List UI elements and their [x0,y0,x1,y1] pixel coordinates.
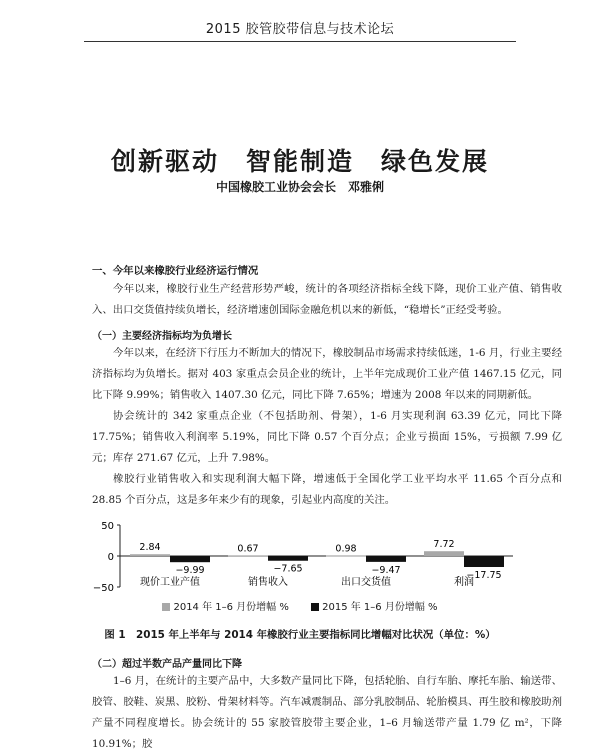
bar [464,556,504,567]
data-label: 0.67 [237,543,259,555]
article-title: 创新驱动 智能制造 绿色发展 [110,147,489,176]
paragraph-2: 今年以来，在经济下行压力不断加大的情况下，橡胶制品市场需求持续低迷，1-6 月，行业主要经济指标均为负增长。据对 403 家重点会员企业的统计，上半年完成现价工业产值 1467.15 亿元，同比下降 9.99%；销售收入 1407.30 亿元，同比下降 7.65%；增速为 2008 年以来的同期新低。 [92,347,562,401]
data-label: −17.75 [466,570,502,582]
section-heading-1: 一、今年以来橡胶行业经济运行情况 [92,265,259,277]
y-tick-label: 0 [107,552,114,563]
bar [268,556,308,561]
bar-chart [88,516,518,596]
header-rule [84,41,516,42]
paragraph-1: 今年以来，橡胶行业生产经营形势严峻，统计的各项经济指标全线下降，现价工业产值、销售收入、出口交货值持续负增长，经济增速创国际金融危机以来的新低，“稳增长”正经受考验。 [92,283,562,316]
category-label: 利润 [454,577,474,588]
y-tick-label: −50 [92,583,114,594]
category-label: 现价工业产值 [140,577,200,588]
bar [130,554,170,556]
bar [228,556,268,557]
data-label: −7.65 [273,563,303,575]
legend-swatch-2014 [162,603,170,611]
author-line: 中国橡胶工业协会会长 邓雅俐 [215,180,384,194]
legend-label-2014: 2014 年 1–6 月份增幅 % [173,602,289,613]
bar [170,556,210,562]
bar [424,551,464,556]
bar [366,556,406,562]
data-label: −9.47 [371,564,401,576]
category-label: 出口交货值 [341,577,391,588]
data-label: −9.99 [175,565,205,577]
paragraph-5: 1–6 月，在统计的主要产品中，大多数产量同比下降，包括轮胎、自行车胎、摩托车胎、输送带、胶管、胶鞋、炭黑、胶粉、骨架材料等。汽车减震制品、部分乳胶制品、轮胎模具、再生胶和橡胶助剂产量不同程度增长。协会统计的 55 家胶管胶带主要企业，1–6 月输送带产量 1.79 亿 m²，下降 10.91%；胶 [92,675,562,750]
paragraph-3: 协会统计的 342 家重点企业（不包括助剂、骨架），1-6 月实现利润 63.39 亿元，同比下降 17.75%；销售收入利润率 5.19%，同比下降 0.57 个百分点；企业亏损面 15%，亏损额 7.99 亿元；库存 271.67 亿元，上升 7.98%。 [92,410,562,464]
paragraph-4: 橡胶行业销售收入和实现利润大幅下降，增速低于全国化学工业平均水平 11.65 个百分点和 28.85 个百分点，这是多年来少有的现象，引起业内高度的关注。 [92,473,562,506]
category-label: 销售收入 [248,577,288,588]
legend-label-2015: 2015 年 1–6 月份增幅 % [322,602,438,613]
data-label: 2.84 [139,542,161,554]
subsection-heading-1: （一）主要经济指标均为负增长 [92,331,232,342]
legend-swatch-2015 [311,603,319,611]
data-label: 7.72 [433,539,455,551]
data-label: 0.98 [335,543,357,555]
subsection-heading-2: （二）超过半数产品产量同比下降 [92,659,242,670]
figure-caption: 图 1 2015 年上半年与 2014 年橡胶行业主要指标同比增幅对比状况（单位：%） [104,629,496,641]
bar [326,555,366,556]
chart-legend [0,598,600,613]
running-header: 2015 胶管胶带信息与技术论坛 [205,22,395,37]
y-tick-label: 50 [101,521,114,532]
